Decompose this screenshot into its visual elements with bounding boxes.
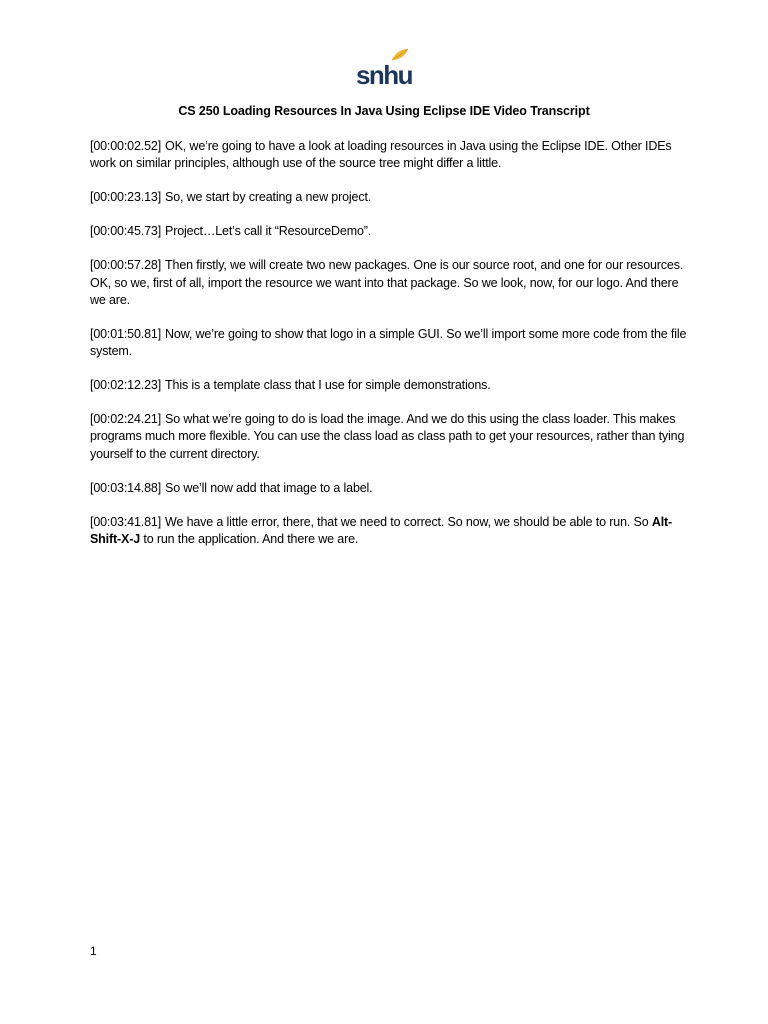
timestamp: [00:00:45.73]	[90, 224, 162, 239]
paragraph-text: This is a template class that I use for simple demonstrations.	[165, 378, 491, 393]
document-title: CS 250 Loading Resources In Java Using Eclipse IDE Video Transcript	[178, 104, 590, 118]
transcript-paragraph	[90, 257, 690, 309]
timestamp: [00:00:23.13]	[90, 190, 162, 205]
paragraph-text: Project…Let’s call it “ResourceDemo”.	[165, 224, 372, 239]
paragraph-text: We have a little error, there, that we need to correct. So now, we should be able to run. So	[165, 514, 649, 529]
transcript-paragraph	[90, 480, 690, 497]
timestamp: [00:03:14.88]	[90, 480, 162, 495]
timestamp: [00:03:41.81]	[90, 514, 162, 529]
transcript-paragraph	[90, 514, 690, 549]
page-number: 1	[90, 944, 97, 958]
paragraph-text: So, we start by creating a new project.	[165, 190, 372, 205]
transcript-paragraph	[90, 411, 690, 463]
paragraph-text: So we’ll now add that image to a label.	[165, 480, 373, 495]
paragraph-text: Now, we’re going to show that logo in a simple GUI. So we’ll import some more code from the file system.	[90, 326, 687, 359]
paragraph-text: to run the application. And there we are.	[143, 532, 359, 547]
paragraph-text: Then firstly, we will create two new packages. One is our source root, and one for our resources. OK, so we, first of all, import the resource we want into that package. So we look, now, for our logo. And there we are.	[90, 258, 684, 307]
transcript-paragraph	[90, 138, 690, 173]
paragraph-text: OK, we’re going to have a look at loading resources in Java using the Eclipse IDE. Other IDEs work on similar principles, although use of the source tree might differ a little.	[90, 139, 672, 171]
timestamp: [00:01:50.81]	[90, 326, 162, 341]
snhu-logo	[352, 46, 416, 90]
transcript-paragraph	[90, 377, 690, 394]
transcript-paragraph	[90, 189, 690, 206]
transcript-paragraph	[90, 223, 690, 240]
transcript-body	[90, 138, 690, 565]
logo-wordmark: snhu	[355, 60, 413, 90]
timestamp: [00:02:24.21]	[90, 412, 162, 427]
timestamp: [00:00:02.52]	[90, 139, 162, 153]
timestamp: [00:00:57.28]	[90, 258, 162, 273]
keyboard-shortcut: Alt-Shift-X-J	[90, 514, 673, 547]
paragraph-text: So what we’re going to do is load the image. And we do this using the class loader. This makes programs much more flexible. You can use the class load as class path to get your resources, rather than tying yourself to the current directory.	[90, 412, 685, 461]
timestamp: [00:02:12.23]	[90, 378, 162, 393]
leaf-icon	[352, 46, 416, 90]
transcript-paragraph	[90, 326, 690, 361]
